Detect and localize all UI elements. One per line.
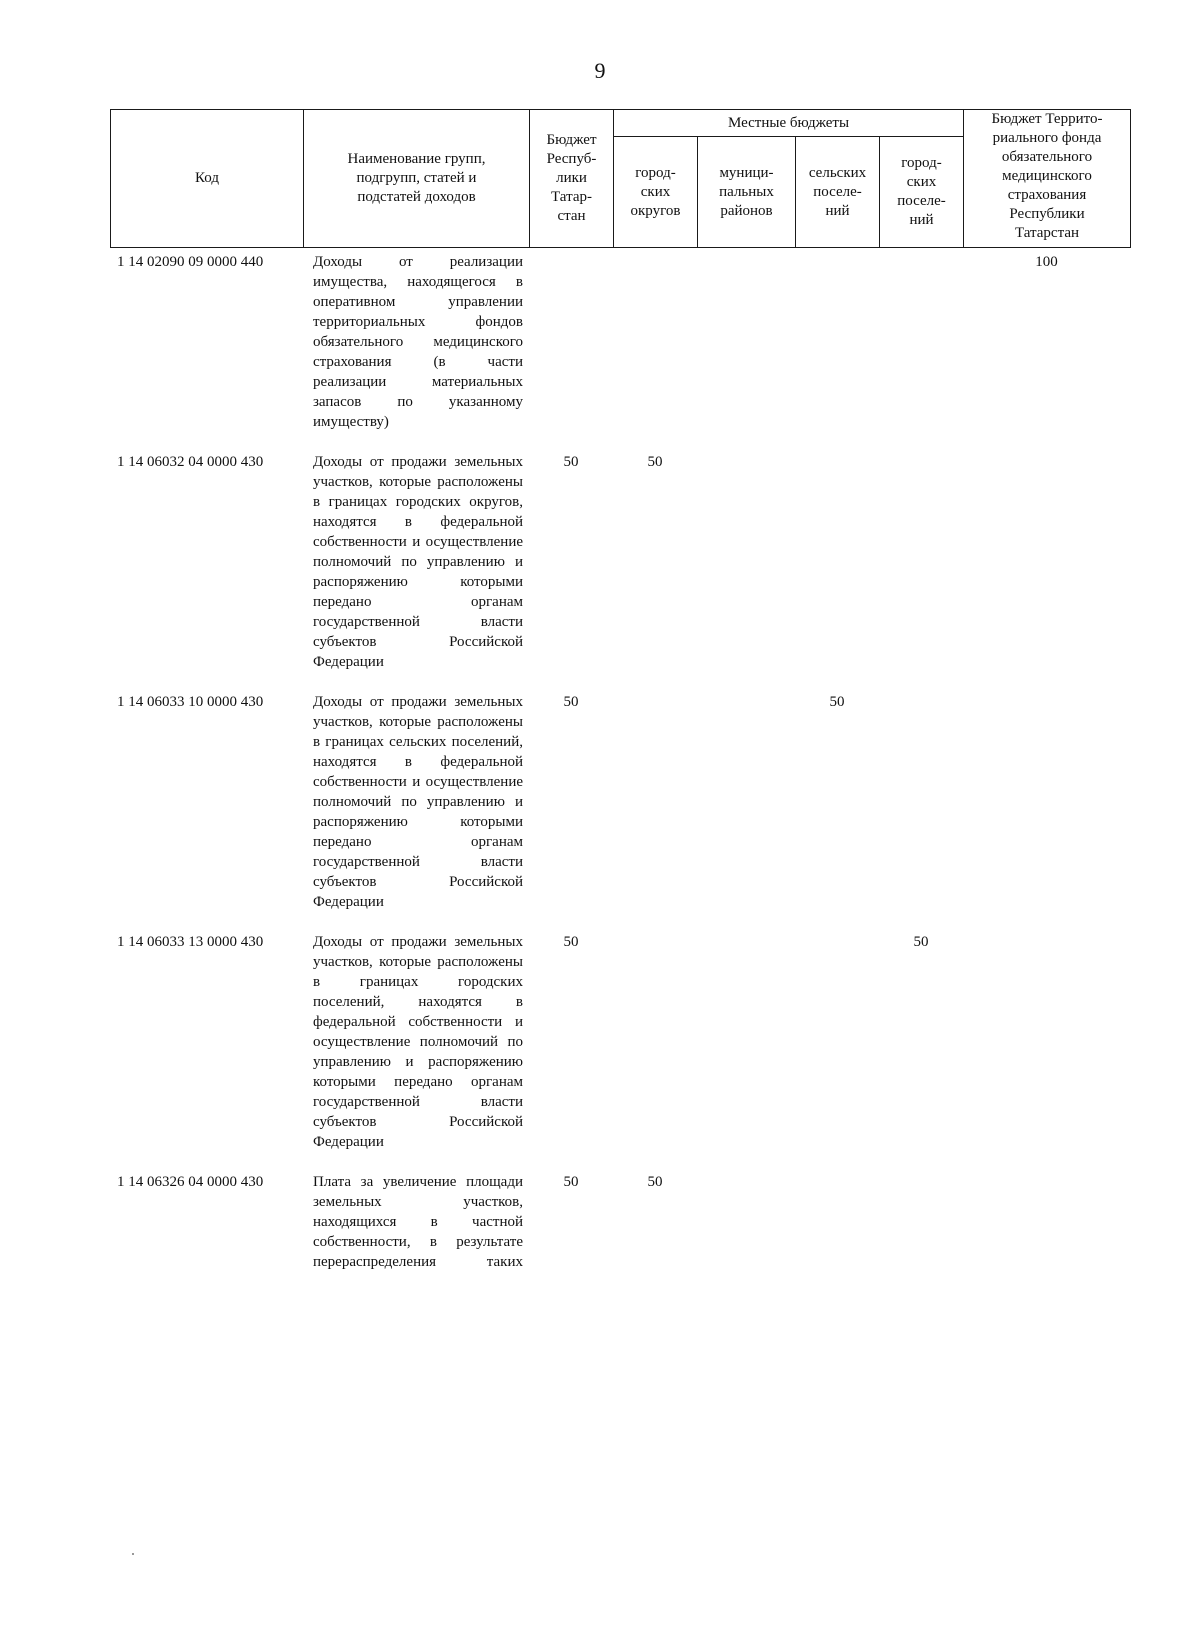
- row-value-municipal-districts: [697, 1172, 795, 1272]
- row-value-urban-settlements: [879, 252, 963, 432]
- row-value-city-districts: [613, 252, 697, 432]
- row-code: 1 14 06032 04 0000 430: [117, 454, 264, 470]
- row-value-rural-settlements: [795, 252, 879, 432]
- scan-speck: [132, 1553, 134, 1555]
- row-value-municipal-districts: [697, 932, 795, 1152]
- row-value-urban-settlements: [879, 692, 963, 912]
- header-republic-budget: Бюджет Респуб- лики Татар- стан: [530, 110, 614, 248]
- row-value-city-districts: [613, 932, 697, 1152]
- row-value-tfoms: [963, 692, 1130, 912]
- row-name: Плата за увеличение площади земельных участков, находящихся в частной собственности, в результате перераспределения таких: [313, 1174, 523, 1270]
- row-name: Доходы от продажи земельных участков, которые расположены в границах городских округов, находятся в федеральной собственности и осуществление полномочий по управлению и распоряжению которыми передано органам государственной власти субъектов Российской Федерации: [313, 454, 523, 670]
- row-value-city-districts: 50: [647, 454, 663, 470]
- row-value-tfoms: [963, 932, 1130, 1152]
- row-value-republic: 50: [563, 454, 579, 470]
- table-body: [110, 252, 1130, 1272]
- row-value-republic: 50: [563, 934, 579, 950]
- header-city-districts: город- ских округов: [614, 137, 698, 248]
- table-row: [110, 932, 1130, 1152]
- row-code: 1 14 06033 10 0000 430: [117, 694, 264, 710]
- row-value-municipal-districts: [697, 692, 795, 912]
- table-row: [110, 252, 1130, 432]
- table-row: [110, 452, 1130, 672]
- row-name: Доходы от продажи земельных участков, которые расположены в границах сельских поселений, находятся в федеральной собственности и осуществление полномочий по управлению и распоряжению которыми передано органам государственной власти субъектов Российской Федерации: [313, 694, 523, 910]
- row-value-municipal-districts: [697, 252, 795, 432]
- row-value-tfoms: 100: [1035, 254, 1058, 270]
- row-code: 1 14 06033 13 0000 430: [117, 934, 264, 950]
- row-value-republic: [529, 252, 613, 432]
- row-name: Доходы от продажи земельных участков, которые расположены в границах городских поселений, находятся в федеральной собственности и осуществление полномочий по управлению и распоряжению которыми передано органам государственной власти субъектов Российской Федерации: [313, 934, 523, 1150]
- row-value-republic: 50: [563, 694, 579, 710]
- row-spacer: [110, 672, 1130, 692]
- row-value-rural-settlements: [795, 1172, 879, 1272]
- row-value-city-districts: [613, 692, 697, 912]
- row-code: 1 14 02090 09 0000 440: [117, 254, 264, 270]
- row-code: 1 14 06326 04 0000 430: [117, 1174, 264, 1190]
- header-municipal-districts: муници- пальных районов: [698, 137, 796, 248]
- table-row: [110, 1172, 1130, 1272]
- row-value-republic: 50: [563, 1174, 579, 1190]
- row-value-urban-settlements: 50: [913, 934, 929, 950]
- row-spacer: [110, 432, 1130, 452]
- header-tfoms-budget: Бюджет Террито- риального фонда обязательного медицинского страхования Республики Татарстан: [964, 110, 1131, 248]
- header-rural-settlements: сельских поселе- ний: [796, 137, 880, 248]
- row-name: Доходы от реализации имущества, находящегося в оперативном управлении территориальных фондов обязательного медицинского страхования (в части реализации материальных запасов по указанному имуществу): [313, 254, 523, 430]
- row-spacer: [110, 1152, 1130, 1172]
- row-value-tfoms: [963, 1172, 1130, 1272]
- table-header: [110, 109, 1131, 248]
- header-urban-settlements: город- ских поселе- ний: [880, 137, 964, 248]
- page-number: 9: [594, 58, 606, 83]
- row-value-urban-settlements: [879, 452, 963, 672]
- row-value-city-districts: 50: [647, 1174, 663, 1190]
- row-value-municipal-districts: [697, 452, 795, 672]
- row-value-tfoms: [963, 452, 1130, 672]
- table-row: [110, 692, 1130, 912]
- row-value-urban-settlements: [879, 1172, 963, 1272]
- header-code: Код: [111, 110, 304, 248]
- row-spacer: [110, 912, 1130, 932]
- row-value-rural-settlements: [795, 932, 879, 1152]
- row-value-rural-settlements: [795, 452, 879, 672]
- row-value-rural-settlements: 50: [829, 694, 845, 710]
- header-name: Наименование групп, подгрупп, статей и подстатей доходов: [304, 110, 530, 248]
- header-local-budgets: Местные бюджеты: [614, 110, 964, 137]
